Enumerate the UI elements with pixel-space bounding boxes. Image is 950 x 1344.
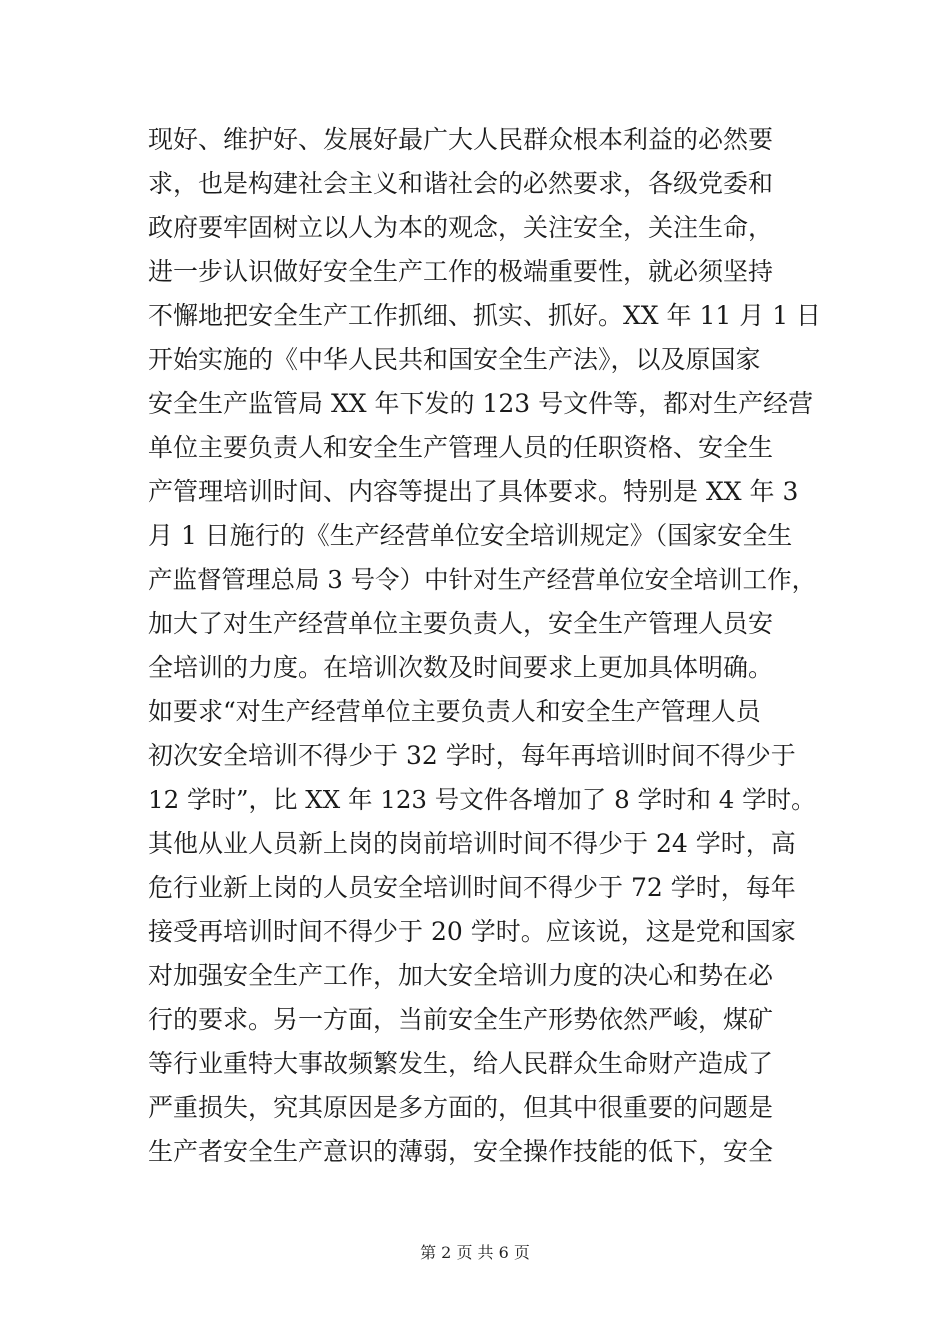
- text-line: 求，也是构建社会主义和谐社会的必然要求，各级党委和: [148, 169, 774, 198]
- text-line: 如要求“对生产经营单位主要负责人和安全生产管理人员: [148, 697, 761, 726]
- text-line: 加大了对生产经营单位主要负责人，安全生产管理人员安: [148, 609, 774, 638]
- text-line: 月 1 日施行的《生产经营单位安全培训规定》（国家安全生: [148, 521, 793, 550]
- text-line: 安全生产监管局 XX 年下发的 123 号文件等，都对生产经营: [148, 389, 814, 418]
- text-line: 等行业重特大事故频繁发生，给人民群众生命财产造成了: [148, 1049, 774, 1078]
- page-footer: 第 2 页 共 6 页: [420, 1243, 530, 1262]
- text-line: 单位主要负责人和安全生产管理人员的任职资格、安全生: [148, 433, 774, 462]
- text-line: 产监督管理总局 3 号令）中针对生产经营单位安全培训工作，: [148, 565, 817, 594]
- text-line: 全培训的力度。在培训次数及时间要求上更加具体明确。: [148, 653, 774, 682]
- text-line: 严重损失，究其原因是多方面的，但其中很重要的问题是: [148, 1093, 774, 1122]
- text-line: 危行业新上岗的人员安全培训时间不得少于 72 学时，每年: [148, 873, 796, 902]
- text-line: 产管理培训时间、内容等提出了具体要求。特别是 XX 年 3: [148, 477, 799, 506]
- text-line: 不懈地把安全生产工作抓细、抓实、抓好。XX 年 11 月 1 日: [148, 301, 822, 330]
- body-text: [148, 118, 828, 1174]
- text-line: 现好、维护好、发展好最广大人民群众根本利益的必然要: [148, 125, 774, 154]
- text-line: 对加强安全生产工作，加大安全培训力度的决心和势在必: [148, 961, 774, 990]
- text-line: 政府要牢固树立以人为本的观念，关注安全，关注生命，: [148, 213, 774, 242]
- text-line: 进一步认识做好安全生产工作的极端重要性，就必须坚持: [148, 257, 774, 286]
- text-line: 12 学时”，比 XX 年 123 号文件各增加了 8 学时和 4 学时。: [148, 785, 816, 814]
- text-line: 接受再培训时间不得少于 20 学时。应该说，这是党和国家: [148, 917, 796, 946]
- text-line: 开始实施的《中华人民共和国安全生产法》，以及原国家: [148, 345, 761, 374]
- text-line: 行的要求。另一方面，当前安全生产形势依然严峻，煤矿: [148, 1005, 774, 1034]
- text-line: 生产者安全生产意识的薄弱，安全操作技能的低下，安全: [148, 1137, 774, 1166]
- text-line: 其他从业人员新上岗的岗前培训时间不得少于 24 学时，高: [148, 829, 796, 858]
- text-line: 初次安全培训不得少于 32 学时，每年再培训时间不得少于: [148, 741, 796, 770]
